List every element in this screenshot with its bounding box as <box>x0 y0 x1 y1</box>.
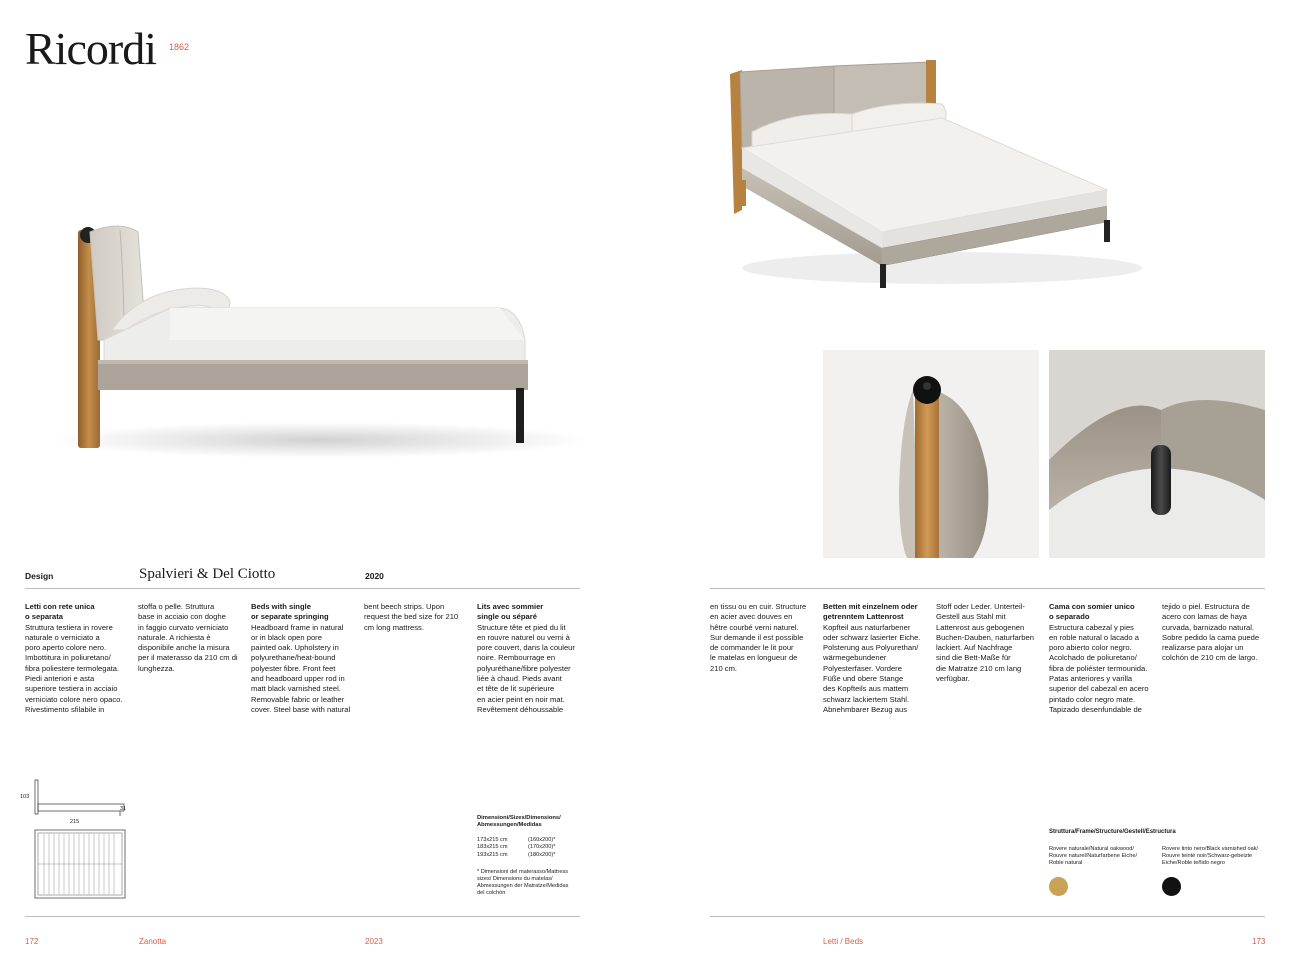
finishes-heading: Struttura/Frame/Structure/Gestell/Estructura <box>1049 829 1176 835</box>
text-column-de-1: Betten mit einzelnem oder getrenntem Lattenrost Kopfteil aus naturfarbener oder schwarz lasierter Eiche. Polsterung aus Polyurethan/ wärmegebundener Polyesterfaser. Vordere Füße und obere Stange des Kopfteils aus mattem schwarz lackiertem Stahl. Abnehmbarer Bezug aus <box>823 602 921 714</box>
product-year-badge: 1862 <box>169 42 190 52</box>
dimensions-table <box>477 837 587 859</box>
right-footer-divider <box>710 916 1265 917</box>
text-column-de-2: Stoff oder Leder. Unterteil- Gestell aus Stahl mit Lattenrost aus gebogenen Buchen-Dauben, naturfarben lackiert. Auf Nachfrage sind die Bett-Maße für die Matratze 210 cm lang verfügbar. <box>936 602 1034 684</box>
dimensions-heading: Dimensioni/Sizes/Dimensions/ Abmessungen/Medidas <box>477 815 561 828</box>
design-year: 2020 <box>365 571 384 581</box>
left-divider <box>25 588 580 589</box>
footer-category: Letti / Beds <box>823 937 864 946</box>
dimension-row: 193x215 cm (180x200)* <box>477 851 556 858</box>
bed-side-view-photo <box>20 190 620 510</box>
right-divider <box>710 588 1265 589</box>
dimension-row: 173x215 cm (160x200)* <box>477 837 556 843</box>
bed-perspective-photo <box>712 40 1152 300</box>
finish-black-oak-swatch <box>1162 877 1181 896</box>
dimension-row: 183x215 cm (170x200)* <box>477 844 556 851</box>
finish-natural-oak-label: Rovere naturale/Natural oakwood/ Rouvre naturel/Naturfarbene Eiche/ Roble natural <box>1049 846 1137 866</box>
footer-brand: Zanotta <box>139 937 167 946</box>
text-column-en-2: bent beech strips. Upon request the bed size for 210 cm long mattress. <box>364 602 459 632</box>
left-footer-divider <box>25 916 580 917</box>
technical-drawing <box>20 776 130 901</box>
text-column-en-1: Beds with single or separate springing Headboard frame in natural or in black open pore painted oak. Upholstery in polyurethane/heat-bound polyester fibre. Front feet and headboard upper rod in matt black varnished steel. Removable fabric or leather cover. Steel base with natural <box>251 602 351 714</box>
page-number-right: 173 <box>1252 937 1266 946</box>
text-column-es-1: Cama con somier unico o separado Estructura cabezal y pies en roble natural o lacado a poro abierto color negro. Acolchado de poliuretano/ fibra de poliéster termounida. Patas anteriores y varilla superior del cabezal en acero pintado color negro mate. Tapizado desenfundable de <box>1049 602 1149 714</box>
design-label: Design <box>25 571 54 581</box>
drawing-height-label: 103 <box>20 794 30 800</box>
mattress-size-note: * Dimensioni del materasso/Mattress sizes/ Dimensions du matelas/ Abmessungen der Matratze/Medidas del colchón <box>477 869 569 896</box>
text-column-es-2: tejido o piel. Estructura de acero con lamas de haya curvada, barnizado natural. Sobre pedido la cama puede realizarse para alojar un colchón de 210 cm de largo. <box>1162 602 1260 663</box>
text-column-fr-1: Lits avec sommier single ou séparé Structure tête et pied du lit en rouvre naturel ou verni à pore couvert, dans la couleur noire. Rembourrage en polyuréthane/fibre polyester liée à chaud. Pieds avant et tête de lit supérieure en acier peint en noir mat. Revêtement déhoussable <box>477 602 575 714</box>
text-column-it-2: stoffa o pelle. Struttura base in acciaio con doghe in faggio curvato verniciato naturale. A richiesta è disponibile anche la misura per il materasso da 210 cm di lunghezza. <box>138 602 238 673</box>
finish-black-oak-label: Rovere tinto nero/Black varnished oak/ Rouvre teinté noir/Schwarz-gebeizte Eiche/Roble teñido negro <box>1162 846 1259 866</box>
drawing-base-height-label: 31 <box>120 806 127 812</box>
drawing-length-label: 215 <box>70 819 80 825</box>
headboard-detail-photo <box>823 350 1039 558</box>
product-title: Ricordi <box>25 23 156 74</box>
text-column-it-1: Letti con rete unica o separata Struttura testiera in rovere naturale o verniciato a poro aperto colore nero. Imbottitura in poliuretano/ fibra poliestere termolegata. Piedi anteriori e asta superiore testiera in acciaio verniciato colore nero opaco. Rivestimento sfilabile in <box>25 602 123 714</box>
finish-natural-oak-swatch <box>1049 877 1068 896</box>
text-column-fr-2: en tissu ou en cuir. Structure en acier avec douves en hêtre courbé verni naturel. Sur demande il est possible de commander le lit pour le matelas en longueur de 210 cm. <box>710 602 807 673</box>
designer-name: Spalvieri & Del Ciotto <box>139 566 276 582</box>
footer-year: 2023 <box>365 937 383 946</box>
leg-detail-photo <box>1049 350 1265 558</box>
page-number-left: 172 <box>25 937 39 946</box>
